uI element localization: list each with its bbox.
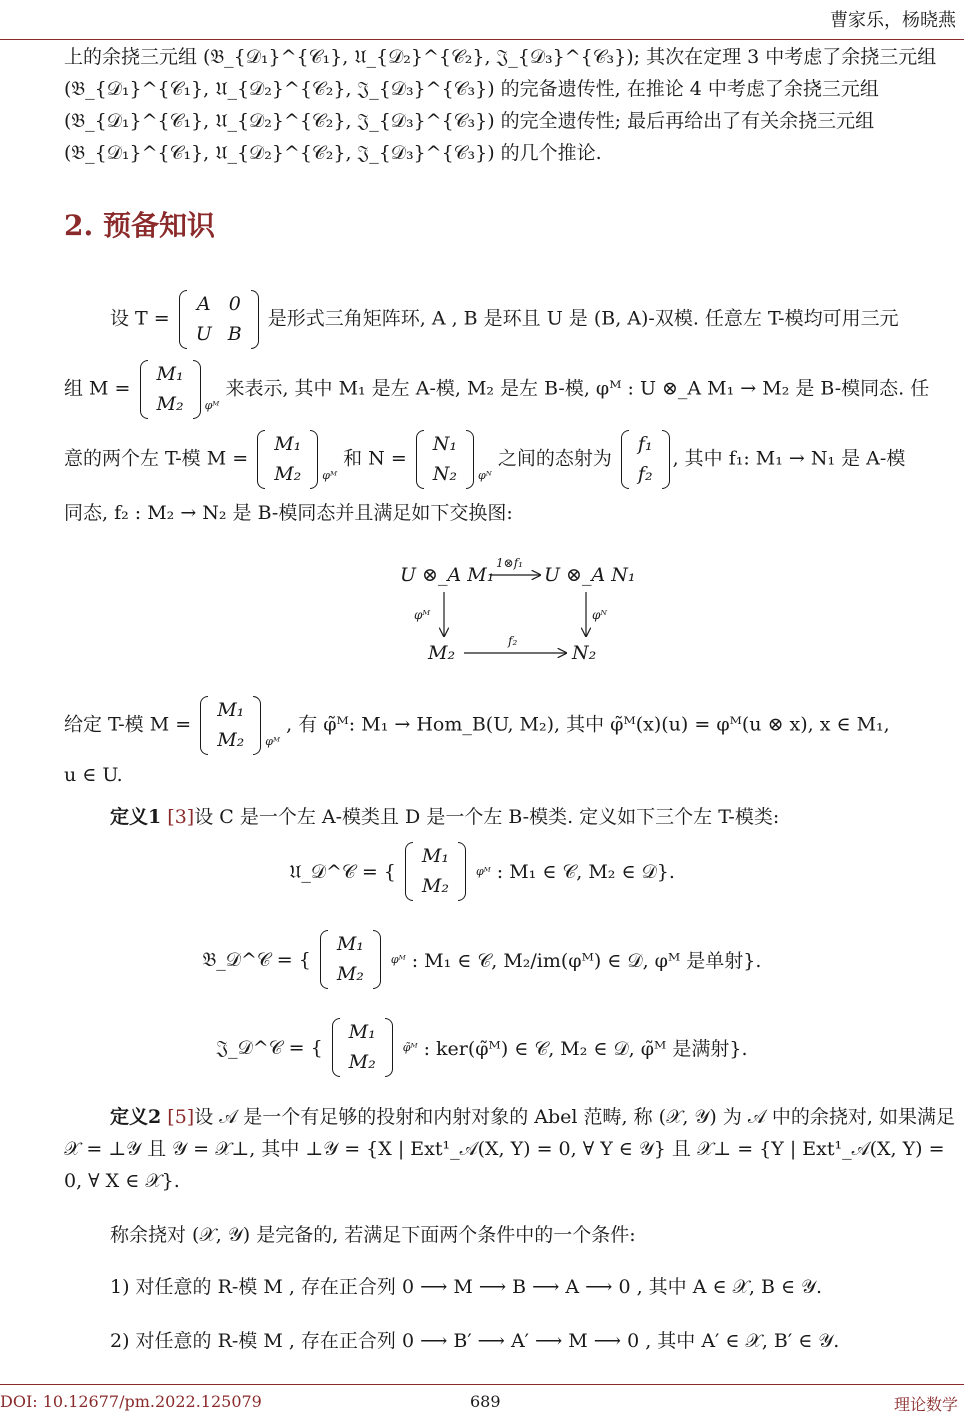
equation-B — [0, 930, 964, 989]
text-run: 来表示, 其中 M₁ 是左 A-模, M₂ 是左 B-模, φᴹ : U ⊗_A M₁ → M₂ 是 B-模同态. 任 — [225, 377, 930, 400]
vector-subscript: φᴹ — [475, 865, 491, 879]
vector-entry: M₂ — [156, 392, 184, 415]
vector-entry: M₂ — [336, 962, 364, 985]
matrix-entry: B — [227, 322, 242, 345]
vector-entry: M₁ — [348, 1021, 376, 1043]
node-bottom-right: N₂ — [572, 642, 597, 664]
matrix-entry: U — [195, 322, 212, 345]
paragraph-module-triple — [64, 360, 964, 419]
vector-subscript: φᴹ — [390, 953, 406, 967]
vector-entry: N₁ — [432, 433, 458, 455]
equation-rhs: : M₁ ∈ 𝒞, M₂ ∈ 𝒟}. — [496, 860, 675, 883]
equation-rhs: : ker(φ̃ᴹ) ∈ 𝒞, M₂ ∈ 𝒟, φ̃ᴹ 是满射}. — [423, 1038, 748, 1061]
vector-entry: M₂ — [274, 462, 302, 485]
condition-item-1: 1) 对任意的 R-模 M , 存在正合列 0 ⟶ M ⟶ B ⟶ A ⟶ 0 , 其中 A ∈ 𝒳, B ∈ 𝒴. — [110, 1276, 823, 1298]
vector-entry: M₁ — [336, 933, 364, 955]
vector-entry: M₁ — [421, 845, 449, 867]
vector-entry: M₁ — [156, 363, 184, 385]
footer-rule — [0, 1384, 964, 1385]
condition-item-2: 2) 对任意的 R-模 M , 存在正合列 0 ⟶ B′ ⟶ A′ ⟶ M ⟶ 0 , 其中 A′ ∈ 𝒳, B′ ∈ 𝒴. — [110, 1330, 840, 1352]
paragraph-complete-pair: 称余挠对 (𝒳, 𝒴) 是完备的, 若满足下面两个条件中的一个条件: — [110, 1224, 636, 1246]
paragraph-given-module — [64, 696, 964, 755]
definition-2 — [64, 1102, 964, 1198]
commutative-diagram — [380, 556, 700, 672]
label-bottom-arrow: f₂ — [508, 634, 518, 648]
node-top-left: U ⊗_A M₁ — [400, 564, 495, 586]
matrix-entry: 0 — [228, 293, 241, 315]
running-header: 曹家乐，杨晓燕 — [830, 10, 956, 31]
equation-U — [0, 842, 964, 901]
definition-1 — [64, 802, 964, 834]
text-run: 和 N = — [343, 447, 407, 470]
module-vector — [332, 1018, 393, 1077]
module-vector — [320, 930, 381, 989]
vector-entry: M₂ — [421, 874, 449, 897]
text-run: 组 M = — [64, 377, 131, 400]
module-N-vector — [416, 430, 474, 489]
morphism-vector — [621, 430, 670, 489]
module-M-vector — [257, 430, 318, 489]
label-top-arrow: 1⊗f₁ — [496, 556, 523, 570]
matrix-entry: A — [196, 293, 211, 315]
vector-subscript: φᴹ — [265, 734, 281, 748]
vector-subscript: φᴹ — [322, 468, 338, 482]
vector-entry: M₁ — [217, 699, 245, 721]
node-bottom-left: M₂ — [428, 642, 456, 664]
module-vector — [405, 842, 466, 901]
doi-link[interactable]: DOI: 10.12677/pm.2022.125079 — [0, 1392, 262, 1411]
equation-lhs: 𝔍_𝒟^𝒞 = { — [216, 1036, 323, 1059]
text-run: 是形式三角矩阵环, A , B 是环且 U 是 (B, A)-双模. 任意左 T-模均可用三元 — [267, 307, 899, 330]
definition-label: 定义2 — [110, 1106, 162, 1128]
vector-entry: N₂ — [432, 462, 458, 485]
equation-lhs: 𝔅_𝒟^𝒞 = { — [202, 948, 311, 971]
vector-entry: f₁ — [637, 433, 653, 455]
text-run: , 其中 f₁: M₁ → N₁ 是 A-模 — [672, 447, 906, 470]
label-left-arrow: φᴹ — [414, 608, 431, 622]
text-run: , 有 φ̃ᴹ: M₁ → Hom_B(U, M₂), 其中 φ̃ᴹ(x)(u) = φᴹ(u ⊗ x), x ∈ M₁, — [286, 713, 890, 736]
vector-entry: M₂ — [217, 728, 245, 751]
paragraph-ring-definition — [64, 290, 964, 349]
text-run: 意的两个左 T-模 M = — [64, 447, 249, 470]
label-right-arrow: φᴺ — [592, 608, 608, 622]
header-rule — [0, 39, 964, 40]
section-title: 2. 预备知识 — [64, 209, 215, 242]
node-top-right: U ⊗_A N₁ — [544, 564, 636, 586]
equation-lhs: 𝔘_𝒟^𝒞 = { — [289, 860, 396, 883]
text-run: 设 𝒜 是一个有足够的投射和内射对象的 Abel 范畴, 称 (𝒳, 𝒴) 为 𝒜 中的余挠对, 如果满足 𝒳 = ⊥𝒴 且 𝒴 = 𝒳⊥, 其中 ⊥𝒴 = {X | Ext¹_𝒜(X, Y) = 0, ∀ Y ∈ 𝒴} 且 𝒳⊥ = {Y | Ext¹_𝒜(X, Y) = 0, ∀ X ∈ 𝒳}. — [64, 1106, 955, 1192]
module-vector — [140, 360, 201, 419]
vector-entry: M₁ — [274, 433, 302, 455]
paragraph-given-module-end: u ∈ U. — [64, 764, 123, 786]
text-run: 给定 T-模 M = — [64, 713, 192, 736]
page-number: 689 — [470, 1392, 501, 1411]
module-vector — [200, 696, 261, 755]
vector-entry: M₂ — [348, 1050, 376, 1073]
definition-label: 定义1 — [110, 806, 162, 828]
vector-subscript: φᴺ — [478, 468, 492, 482]
journal-name[interactable]: 理论数学 — [893, 1395, 958, 1414]
text-run: 设 C 是一个左 A-模类且 D 是一个左 B-模类. 定义如下三个左 T-模类: — [194, 806, 780, 828]
equation-J — [0, 1018, 964, 1077]
citation-link[interactable]: [3] — [167, 806, 195, 828]
paragraph-homomorphism: 同态, f₂ : M₂ → N₂ 是 B-模同态并且满足如下交换图: — [64, 502, 513, 524]
intro-paragraph: 上的余挠三元组 (𝔅_{𝒟₁}^{𝒞₁}, 𝔘_{𝒟₂}^{𝒞₂}, 𝔍_{𝒟₃}^{𝒞₃}); 其次在定理 3 中考虑了余挠三元组 (𝔅_{𝒟₁}^{𝒞₁}, 𝔘_{𝒟₂}^{𝒞₂}, 𝔍_{𝒟₃}^{𝒞₃}) 的完备遗传性, 在推论 4 中考虑了余挠三元组 (𝔅_{𝒟₁}^{𝒞₁}, 𝔘_{𝒟₂}^{𝒞₂}, 𝔍_{𝒟₃}^{𝒞₃}) 的完全遗传性; 最后再给出了有关余挠三元组 (𝔅_{𝒟₁}^{𝒞₁}, 𝔘_{𝒟₂}^{𝒞₂}, 𝔍_{𝒟₃}^{𝒞₃}) 的几个推论. — [64, 46, 937, 164]
text-run: 设 T = — [110, 307, 170, 330]
paragraph-morphism — [64, 430, 964, 489]
matrix-T — [179, 290, 259, 349]
equation-rhs: : M₁ ∈ 𝒞, M₂/im(φᴹ) ∈ 𝒟, φᴹ 是单射}. — [411, 950, 762, 973]
vector-subscript: φ̃ᴹ — [402, 1041, 418, 1055]
citation-link[interactable]: [5] — [167, 1106, 195, 1128]
vector-entry: f₂ — [637, 462, 653, 485]
text-run: 之间的态射为 — [497, 447, 612, 470]
vector-subscript: φᴹ — [204, 398, 220, 412]
